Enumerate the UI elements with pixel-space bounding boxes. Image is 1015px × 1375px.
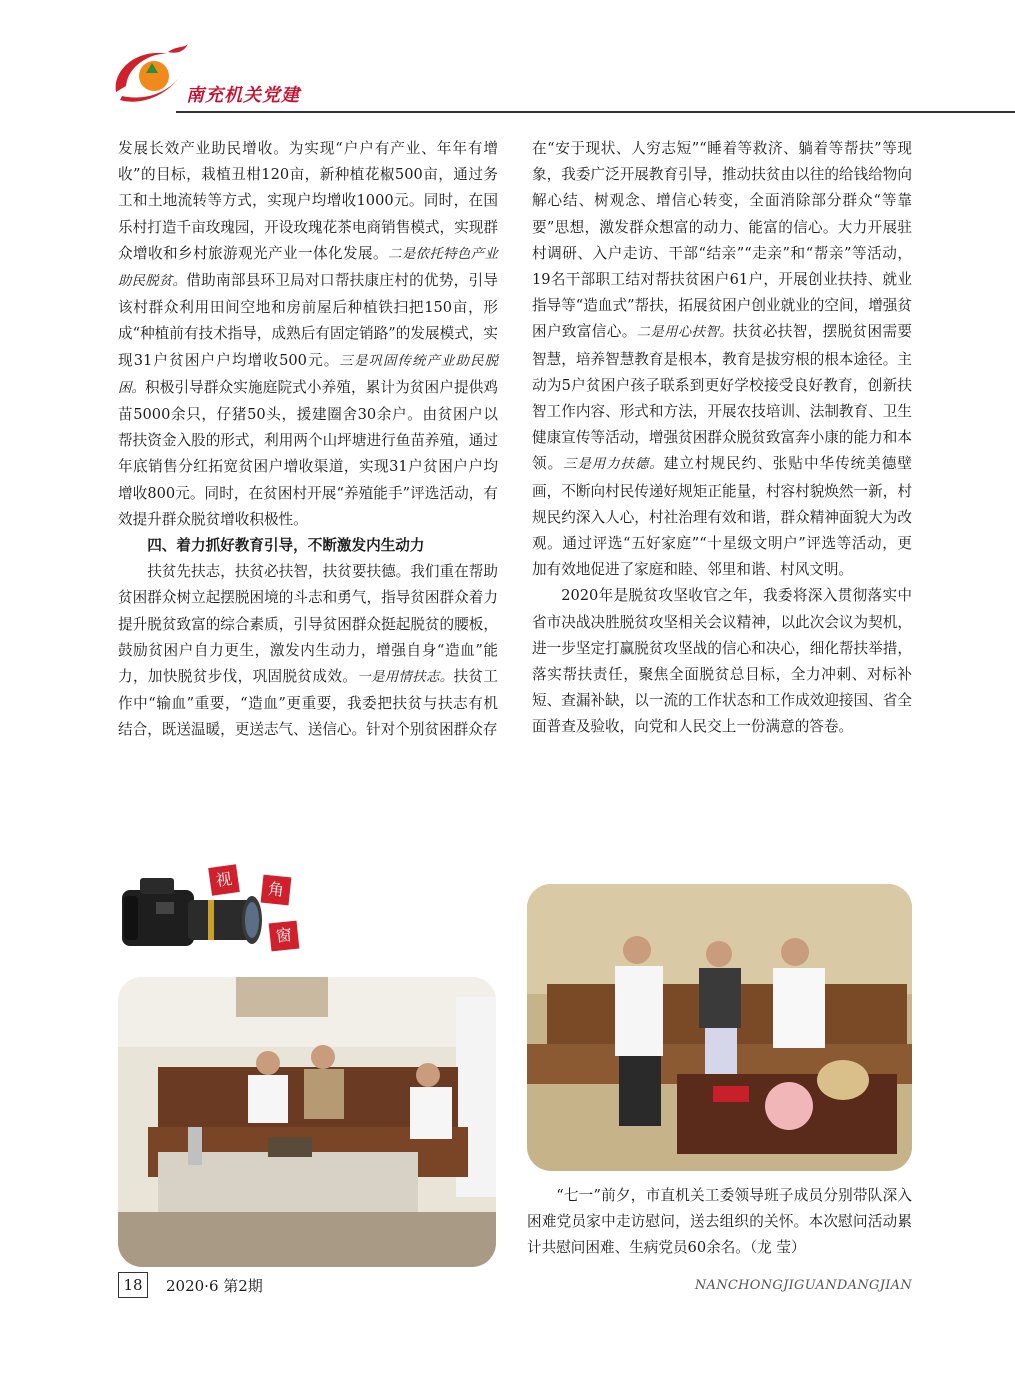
text-run: 借助南部县环卫局对口帮扶康庄村的优势，引导该村群众利用田间空地和房前屋后种植铁扫把150亩，形成“种植前有技术指导，成熟后有固定销路”的发展模式，实现31户贫困户户均增收500元。: [118, 272, 498, 369]
logo-emblem-icon: [110, 40, 190, 110]
photo-visit-left: [118, 977, 496, 1267]
magazine-name: NANCHONGJIGUANDANGJIAN: [694, 1278, 912, 1293]
section-tag-char: 角: [261, 875, 292, 906]
paragraph: [118, 136, 498, 533]
text-run: 扶贫必扶智，摆脱贫困需要智慧，培养智慧教育是根本，教育是拔穷根的根本途径。主动为5户贫困户孩子联系到更好学校接受良好教育，创新扶智工作内容、形式和方法，开展农技培训、法制教育、卫生健康宣传等活动，增强贫困群众脱贫致富奔小康的能力和本领。: [532, 323, 912, 473]
paragraph: [532, 136, 912, 583]
brand-title: 南充机关党建: [186, 85, 300, 106]
italic-subheading: 三是用力扶德。: [563, 457, 664, 473]
text-run: 扶贫先扶志，扶贫必扶智，扶贫要扶德。我们重在帮助贫困群众树立起摆脱困境的斗志和勇气，指导贫困群众着力提升脱贫致富的综合素质，引导贫困群众挺起脱贫的腰板，鼓励贫困户自力更生，激发内生动力，增强自身“造血”能力，加快脱贫步伐，巩固脱贫成效。: [118, 563, 498, 686]
issue-label: 2020·6 第2期: [166, 1277, 263, 1295]
photo-visit-right: [527, 884, 912, 1171]
page-number: 18: [118, 1272, 148, 1298]
section-tag-char: 视: [208, 864, 240, 896]
paragraph: 2020年是脱贫攻坚收官之年，我委将深入贯彻落实中省市决战决胜脱贫攻坚相关会议精神，以此次会议为契机，进一步坚定打赢脱贫攻坚战的信心和决心，细化帮扶举措，落实帮扶责任，聚焦全面脱贫总目标，全力冲刺、对标补短、查漏补缺，以一流的工作状态和工作成效迎接国、省全面普查及验收，向党和人民交上一份满意的答卷。: [532, 587, 912, 736]
text-run: 在“安于现状、人穷志短”“睡着等救济、躺着等帮扶”等现象，我委广泛开展教育引导，推动扶贫由以往的给钱给物向解心结、树观念、增信心转变，全面消除部分群众“等靠要”思想，激发群众想富的动力、能富的信心。大力开展驻村调研、入户走访、干部“结亲”“走亲”和“帮亲”等活动，19名干部职工结对帮扶贫困户61户，开展创业扶持、就业指导等“造血式”帮扶，拓展贫困户创业就业的空间，增强贫困户致富信心。: [532, 140, 912, 341]
text-run: 扶贫工作中“输血”重要，“造血”更重要，我委把扶贫与扶志有机结合，既送温暖，更送志气、送信心。针对个别贫困群众存: [118, 668, 498, 739]
page-header: [0, 0, 1015, 120]
italic-subheading: 二是用心扶智。: [636, 325, 733, 341]
section-heading: 四、着力抓好教育引导，不断激发内生动力: [147, 537, 425, 555]
italic-subheading: 三是巩固传统产业助民脱困。: [118, 353, 499, 396]
text-run: 积极引导群众实施庭院式小养殖，累计为贫困户提供鸡苗5000余只，仔猪50头，援建圈舍30余户。由贫困户以帮扶资金入股的形式，利用两个山坪塘进行鱼苗养殖，通过年底销售分红拓宽贫困户增收渠道，实现31户贫困户户均增收800元。同时，在贫困村开展“养殖能手”评选活动，有效提升群众脱贫增收积极性。: [118, 378, 499, 528]
header-rule: [176, 111, 1015, 113]
text-run: 发展长效产业助民增收。为实现“户户有产业、年年有增收”的目标，栽植丑柑120亩，新种植花椒500亩，通过务工和土地流转等方式，实现户均增收1000元。同时，在国乐村打造千亩玫瑰园，开设玫瑰花茶电商销售模式，实现群众增收和乡村旅游观光产业一体化发展。: [118, 140, 498, 262]
photo-caption: “七一”前夕，市直机关工委领导班子成员分别带队深入困难党员家中走访慰问，送去组织的关怀。本次慰问活动累计共慰问困难、生病党员60余名。（龙 莹）: [527, 1187, 912, 1256]
photo-illustration: [527, 884, 912, 1171]
italic-subheading: 二是依托特色产业助民脱贫。: [118, 246, 498, 290]
text-run: 建立村规民约、张贴中华传统美德壁画，不断向村民传递好规矩正能量，村容村貌焕然一新，村规民约深入人心，村社治理有效和谐，群众精神面貌大为改观。通过评选“五好家庭”“十星级文明户”评选等活动，更加有效地促进了家庭和睦、邻里和谐、村风文明。: [532, 455, 912, 579]
right-column: [532, 136, 912, 741]
left-column: [118, 136, 498, 744]
photo-illustration: [118, 977, 496, 1267]
section-tag-char: 窗: [269, 921, 300, 952]
paragraph: [118, 559, 498, 743]
italic-subheading: 一是用情扶志。: [357, 670, 454, 686]
